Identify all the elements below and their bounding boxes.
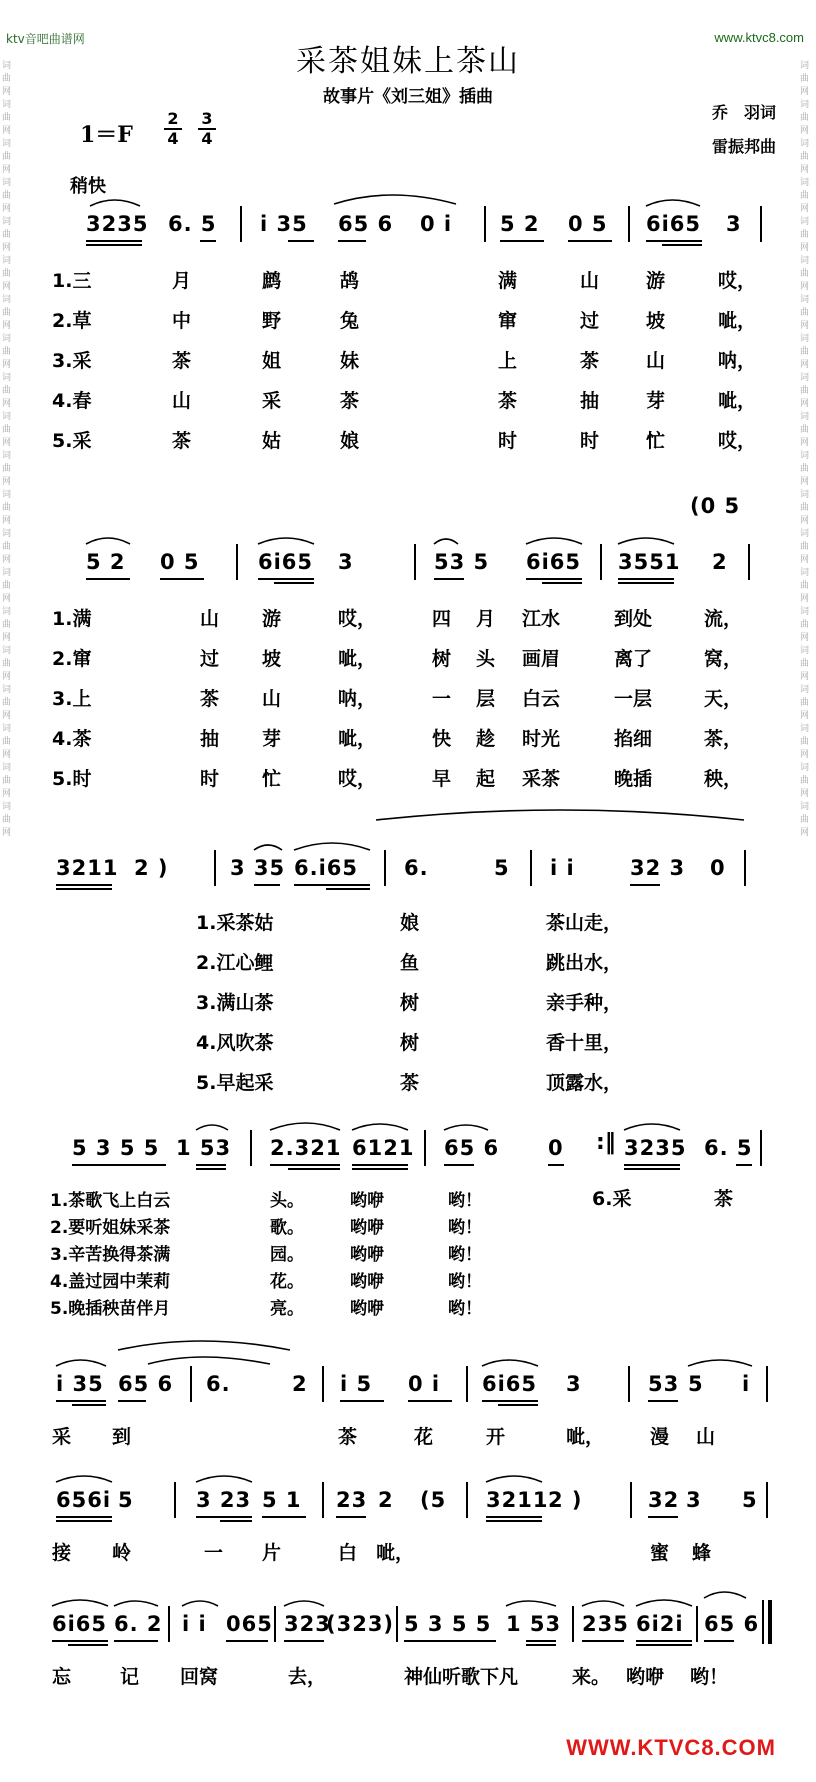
lyric: 一 [432,688,452,710]
site-logo-bottom: WWW.KTVC8.COM [566,1735,776,1760]
lyric: 游 [646,270,666,292]
note-group: 1 53 [176,1136,232,1160]
lyric: 时光 [522,728,561,750]
lyric: 回窝 [180,1666,219,1688]
note-group: 323 [284,1612,331,1636]
site-watermark-left: ktv音吧曲谱网 [6,32,85,46]
lyric: 呲， [338,648,377,670]
lyric: 2.窜 [52,648,92,670]
note-group: 3235 [86,212,149,236]
note-group: (323) [326,1612,395,1636]
lyric: 哟！ [448,1272,482,1292]
note-group: 3 [338,550,354,574]
note-group: i 35 [56,1372,104,1396]
note-group: 2 [378,1488,394,1512]
note-group: 3211 [486,1488,549,1512]
lyric: 5.晚插秧苗伴月 [50,1299,171,1319]
note-group: 65 6 [118,1372,174,1396]
note-group: 6i65 [258,550,314,574]
lyric: 山 [580,270,600,292]
lyric: 4.春 [52,390,92,412]
lyric: 哎， [338,768,377,790]
note-group: 0 i [420,212,453,236]
lyric: 哟咿 [350,1245,384,1265]
note-group: 3 23 [196,1488,252,1512]
lyric: 时 [580,430,600,452]
lyric: 时 [498,430,518,452]
lyric: 山 [696,1426,716,1448]
lyric: 一层 [614,688,653,710]
intro-paren: (0 5 [690,494,741,518]
lyric: 鹧 [262,270,282,292]
note-group: i [742,1372,751,1396]
lyric: 到处 [614,608,653,630]
note-group: 65 6 [704,1612,760,1636]
note-group: 5 2 [86,550,126,574]
lyric: 鸪 [340,270,360,292]
lyric: 时 [200,768,220,790]
time-sig-1-den: 4 [167,129,179,148]
note-group: i 5 [340,1372,373,1396]
note-group: 6i65 [52,1612,108,1636]
lyric: 姐 [262,350,282,372]
lyric: 晚插 [614,768,653,790]
lyric: 芽 [646,390,666,412]
note-group: 6121 [352,1136,415,1160]
lyric: 哟！ [448,1299,482,1319]
note-group: 6i65 [646,212,702,236]
lyric: 2.江心鲤 [196,952,274,974]
lyric: 过 [200,648,220,670]
lyric: 岭 [112,1542,132,1564]
page-title: 采茶姐妹上茶山 [296,44,520,79]
lyric: 树 [400,1032,420,1054]
note-group: 065 [226,1612,273,1636]
note-group: 3 [726,212,742,236]
lyric: 茶 [340,390,360,412]
lyric: 窜 [498,310,518,332]
lyric: 接 [52,1542,72,1564]
lyric: 抽 [580,390,600,412]
lyric: 呲， [338,728,377,750]
lyric: 呲， [566,1426,605,1448]
lyric: 顶露水， [546,1072,623,1094]
lyric: 坡 [646,310,666,332]
lyric: 窝， [704,648,743,670]
lyric: 哎， [338,608,377,630]
lyric: 亲手种， [546,992,623,1014]
lyric: 哟！ [690,1666,729,1688]
lyric: 呐， [338,688,377,710]
site-watermark-right: www.ktvc8.com [714,30,804,45]
lyric: 满 [498,270,518,292]
lyric: 上 [498,350,518,372]
lyric: 4.茶 [52,728,92,750]
note-group: 3 [686,1488,702,1512]
tempo-marking: 稍快 [70,176,106,197]
lyric: 漫 [650,1426,670,1448]
note-group: 6. 5 [704,1136,753,1160]
lyric: 呲， [718,310,757,332]
side-watermark-left: 词曲网词曲网词曲网词曲网词曲网词曲网词曲网词曲网词曲网词曲网词曲网词曲网词曲网词曲网词曲网词曲网词曲网词曲网词曲网词曲网 [2,61,12,838]
lyric: 哟咿 [350,1218,384,1238]
lyric: 芽 [262,728,282,750]
lyric: 哟咿 [350,1191,384,1211]
note-group: 6. 5 [168,212,217,236]
lyric: 花 [414,1426,434,1448]
lyric: 兔 [340,310,360,332]
composer: 雷振邦曲 [711,137,776,156]
lyric: 哟！ [448,1218,482,1238]
lyric: 2.要听姐妹采茶 [50,1218,171,1238]
lyric: 3.采 [52,350,92,372]
note-group: 65 6 [338,212,394,236]
lyric: 坡 [262,648,282,670]
note-group: 6i65 [526,550,582,574]
note-group: 6i2i [636,1612,684,1636]
lyric: 快 [432,728,452,750]
note-group: 6. [404,856,429,880]
note-group: 6. [206,1372,231,1396]
lyric: 四 [432,608,452,630]
lyric: 5.早起采 [196,1072,274,1094]
lyric: 4.盖过园中茉莉 [50,1272,171,1292]
lyric: 白 [338,1542,358,1564]
lyric: 3.满山茶 [196,992,274,1014]
lyric: 树 [432,648,452,670]
note-group: i i [182,1612,207,1636]
lyric: 趁 [476,728,496,750]
lyric: 鱼 [400,952,420,974]
lyric: 茶 [714,1188,734,1210]
note-group: 32 3 [630,856,686,880]
lyric: 画眉 [522,648,561,670]
note-group: 5 3 5 5 [404,1612,492,1636]
lyric: 园。 [270,1245,304,1265]
lyric: 游 [262,608,282,630]
note-group: 5 2 [500,212,540,236]
lyric: 掐细 [614,728,653,750]
lyric: 哎， [718,430,757,452]
lyric: 山 [646,350,666,372]
note-group: 2 [712,550,728,574]
note-group: 3 [566,1372,582,1396]
lyric: 哟！ [448,1245,482,1265]
note-group: 6i65 [482,1372,538,1396]
lyric: 开 [486,1426,506,1448]
lyric: 茶 [172,350,192,372]
lyric: 蜜 [650,1542,670,1564]
lyric: 娘 [400,912,420,934]
lyric: 采茶 [522,768,561,790]
note-group: 0 [548,1136,564,1160]
lyric: 茶 [580,350,600,372]
note-group: 1 53 [506,1612,562,1636]
lyric: 秧， [704,768,743,790]
lyric: 月 [172,270,192,292]
lyric: 哟咿 [350,1299,384,1319]
lyric: 中 [172,310,192,332]
lyric: 3.上 [52,688,92,710]
note-group: 32 [648,1488,680,1512]
lyric: 茶 [338,1426,358,1448]
lyric: 茶 [498,390,518,412]
key-signature: 1＝F [80,122,133,148]
lyric: 哎， [718,270,757,292]
lyric: 白云 [522,688,561,710]
lyric: 山 [172,390,192,412]
lyric: 呐， [718,350,757,372]
lyric: 跳出水， [546,952,623,974]
lyric: 野 [262,310,282,332]
lyric: 头。 [270,1191,304,1211]
lyric: 到 [112,1426,132,1448]
lyric: 树 [400,992,420,1014]
lyric: 5.采 [52,430,92,452]
note-group: 2 [292,1372,308,1396]
lyric: 6.采 [592,1188,632,1210]
note-group: 3551 [618,550,681,574]
lyric: 记 [120,1666,140,1688]
note-group: 0 5 [160,550,200,574]
lyric: 山 [262,688,282,710]
lyric: 2.草 [52,310,92,332]
lyric: 头 [476,648,496,670]
note-group: 2 ) [548,1488,583,1512]
note-group: 5 [118,1488,134,1512]
note-group: 0 5 [568,212,608,236]
lyricist: 乔 羽词 [711,103,776,122]
lyric: 哟咿 [350,1272,384,1292]
subtitle: 故事片《刘三姐》插曲 [323,87,493,107]
note-group: 6.i65 [294,856,359,880]
note-group: 3211 [56,856,119,880]
note-group: i i [550,856,575,880]
lyric: 山 [200,608,220,630]
side-watermark-right: 词曲网词曲网词曲网词曲网词曲网词曲网词曲网词曲网词曲网词曲网词曲网词曲网词曲网词曲网词曲网词曲网词曲网词曲网词曲网词曲网 [800,61,810,838]
time-sig-2-den: 4 [201,129,213,148]
repeat-sign: :‖ [596,1130,616,1155]
lyric: 月 [476,608,496,630]
lyric: 1.满 [52,608,92,630]
lyric: 茶 [200,688,220,710]
note-group: 3235 [624,1136,687,1160]
lyric: 流， [704,608,743,630]
lyric: 忙 [646,430,666,452]
note-group: (5 [420,1488,447,1512]
lyric: 采 [52,1426,72,1448]
lyric: 1.采茶姑 [196,912,274,934]
note-group: i 35 [260,212,308,236]
lyric: 神仙听歌下凡 [404,1666,519,1688]
lyric: 1.茶歌飞上白云 [50,1191,171,1211]
lyric: 茶 [400,1072,420,1094]
lyric: 茶 [172,430,192,452]
lyric: 歌。 [270,1218,304,1238]
note-group: 2 ) [134,856,169,880]
lyric: 茶， [704,728,743,750]
lyric: 来。 [572,1666,611,1688]
lyric: 抽 [200,728,220,750]
lyric: 采 [262,390,282,412]
note-group: 5 3 5 5 [72,1136,160,1160]
note-group: 2.321 [270,1136,342,1160]
lyric: 过 [580,310,600,332]
lyric: 娘 [340,430,360,452]
time-sig-1-num: 2 [167,109,179,128]
note-group: 23 [336,1488,368,1512]
lyric: 一 [204,1542,224,1564]
note-group: 65 6 [444,1136,500,1160]
lyric: 茶山走， [546,912,623,934]
lyric: 去， [288,1666,327,1688]
lyric: 妹 [340,350,360,372]
lyric: 哟！ [448,1191,482,1211]
lyric: 离了 [614,648,653,670]
lyric: 3.辛苦换得茶满 [50,1245,171,1265]
note-group: 656i [56,1488,112,1512]
note-group: 235 [582,1612,629,1636]
lyric: 亮。 [270,1299,304,1319]
lyric: 1.三 [52,270,92,292]
lyric: 早 [432,768,452,790]
lyric: 姑 [262,430,282,452]
note-group: 6. 2 [114,1612,163,1636]
lyric: 忘 [52,1666,72,1688]
note-group: 5 [494,856,510,880]
lyric: 呲， [718,390,757,412]
note-group: 5 [688,1372,704,1396]
lyric: 天， [704,688,743,710]
lyric: 花。 [270,1272,304,1292]
note-group: 5 1 [262,1488,302,1512]
note-group: 5 [742,1488,758,1512]
lyric: 忙 [262,768,282,790]
note-group: 53 5 [434,550,490,574]
lyric: 5.时 [52,768,92,790]
lyric: 起 [476,768,496,790]
note-group: 0 i [408,1372,441,1396]
lyric: 呲， [376,1542,415,1564]
lyric: 香十里， [546,1032,623,1054]
lyric: 哟咿 [626,1666,665,1688]
lyric: 江水 [522,608,561,630]
note-group: 0 [710,856,726,880]
lyric: 4.风吹茶 [196,1032,274,1054]
note-group: 53 [648,1372,680,1396]
lyric: 蜂 [692,1542,712,1564]
time-sig-2-num: 3 [201,109,213,128]
lyric: 片 [262,1542,282,1564]
lyric: 层 [476,688,496,710]
note-group: 3 35 [230,856,286,880]
